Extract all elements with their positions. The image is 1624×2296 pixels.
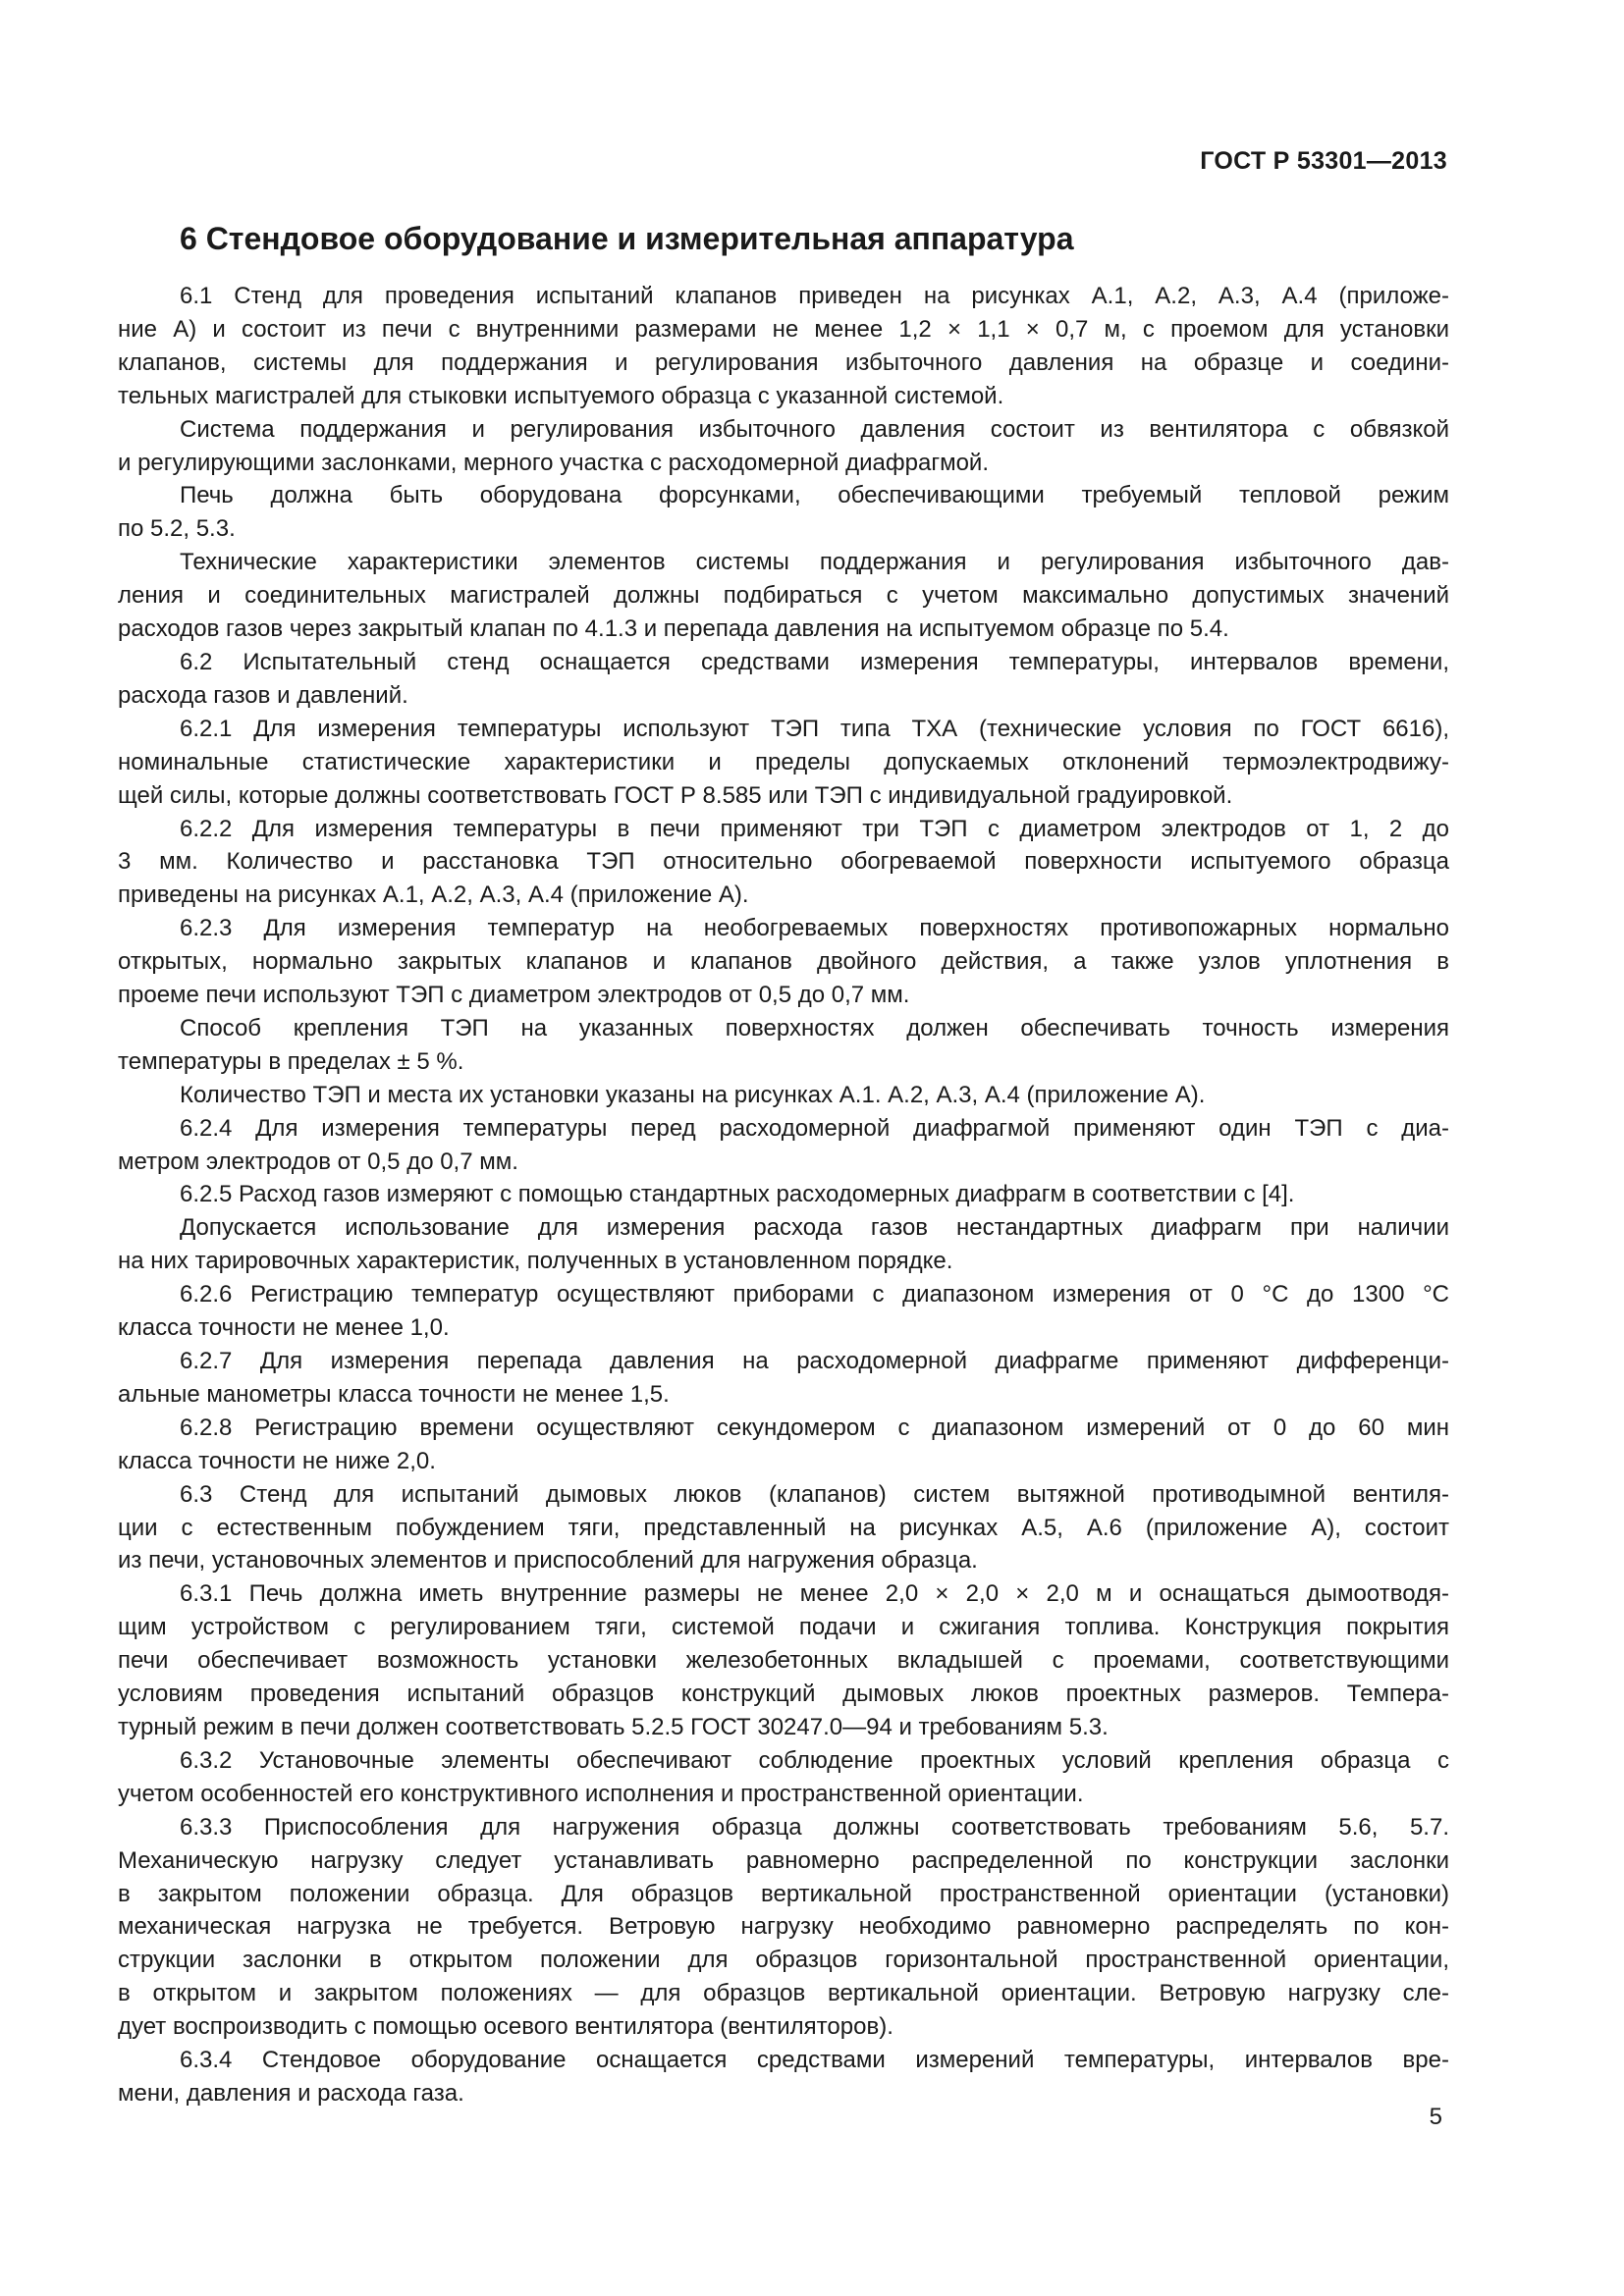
paragraph-line: 6.3.4 Стендовое оборудование оснащается средствами измерений температуры, интервалов вре- [180,2047,1449,2074]
paragraph-line: 6.2.7 Для измерения перепада давления на расходомерной диафрагме применяют дифференци- [180,1348,1449,1374]
paragraph [118,1278,1449,1345]
paragraph-line: Механическую нагрузку следует устанавливать равномерно распределенной по конструкции заслонки [118,1846,1449,1874]
paragraph-line: мени, давления и расхода газа. [118,2079,464,2107]
paragraph-line: дует воспроизводить с помощью осевого вентилятора (вентиляторов). [118,2013,893,2041]
paragraph-line: учетом особенностей его конструктивного исполнения и пространственной ориентации. [118,1780,1084,1807]
paragraph-line: 6.2.2 Для измерения температуры в печи применяют три ТЭП с диаметром электродов от 1, 2 до [180,815,1449,842]
paragraph [118,479,1449,546]
paragraph [118,1744,1449,1811]
paragraph-line: Допускается использование для измерения расхода газов нестандартных диафрагм при наличии [180,1214,1449,1242]
paragraph [118,1577,1449,1744]
paragraph-line: 6.2.6 Регистрацию температур осуществляют приборами с диапазоном измерения от 0 °С до 1300 °С [180,1281,1449,1308]
paragraph [118,546,1449,646]
paragraph-line: ции с естественным побуждением тяги, представленный на рисунках А.5, А.6 (приложение А), состоит [118,1514,1449,1541]
section-title: 6 Стендовое оборудование и измерительная аппаратура [180,221,1074,256]
paragraph-line: открытых, нормально закрытых клапанов и клапанов двойного действия, а также узлов уплотнения в [118,948,1449,976]
paragraph-line: 6.1 Стенд для проведения испытаний клапанов приведен на рисунках А.1, А.2, А.3, А.4 (приложе- [180,283,1449,309]
paragraph [118,1478,1449,1578]
paragraph-line: Количество ТЭП и места их установки указаны на рисунках А.1. А.2, А.3, А.4 (приложение А). [180,1081,1206,1108]
paragraph-line: Технические характеристики элементов системы поддержания и регулирования избыточного дав- [180,549,1449,576]
paragraph-line: печи обеспечивает возможность установки железобетонных вкладышей с проемами, соответствующими [118,1647,1449,1675]
body-text [118,280,1449,2110]
paragraph [118,713,1449,813]
paragraph-line: в закрытом положении образца. Для образцов вертикальной пространственной ориентации (установки) [118,1880,1449,1907]
paragraph-line: 6.2 Испытательный стенд оснащается средствами измерения температуры, интервалов времени, [180,648,1449,675]
paragraph [118,646,1449,713]
paragraph-line: Способ крепления ТЭП на указанных поверхностях должен обеспечивать точность измерения [180,1014,1449,1041]
paragraph-line: механическая нагрузка не требуется. Ветровую нагрузку необходимо равномерно распределять по кон- [118,1913,1449,1941]
paragraph-line: класса точности не ниже 2,0. [118,1447,436,1474]
paragraph-line: метром электродов от 0,5 до 0,7 мм. [118,1148,518,1175]
paragraph [118,413,1449,480]
paragraph [118,1012,1449,1079]
paragraph-line: проеме печи используют ТЭП с диаметром электродов от 0,5 до 0,7 мм. [118,982,910,1009]
paragraph-line: клапанов, системы для поддержания и регулирования избыточного давления на образце и соедини- [118,348,1449,376]
paragraph-line: приведены на рисунках А.1, А.2, А.3, А.4 (приложение А). [118,881,749,909]
paragraph-line: струкции заслонки в открытом положении для образцов горизонтальной пространственной ориентации, [118,1947,1449,1974]
paragraph-line: турный режим в печи должен соответствовать 5.2.5 ГОСТ 30247.0—94 и требованиям 5.3. [118,1713,1109,1740]
paragraph-line: 6.3.2 Установочные элементы обеспечивают соблюдение проектных условий крепления образца с [180,1746,1449,1774]
paragraph-line: Система поддержания и регулирования избыточного давления состоит из вентилятора с обвязкой [180,415,1449,443]
paragraph-line: расходов газов через закрытый клапан по 4.1.3 и перепада давления на испытуемом образце по 5.4. [118,615,1229,643]
paragraph-line: в открытом и закрытом положениях — для образцов вертикальной ориентации. Ветровую нагрузку сле- [118,1980,1449,2007]
paragraph [118,1112,1449,1179]
paragraph-line: 6.3.3 Приспособления для нагружения образца должны соответствовать требованиям 5.6, 5.7. [180,1813,1449,1841]
paragraph-line: расхода газов и давлений. [118,681,408,709]
paragraph-line: 3 мм. Количество и расстановка ТЭП относительно обогреваемой поверхности испытуемого образца [118,848,1449,876]
page-number: 5 [1429,2104,1442,2130]
paragraph-line: ние А) и состоит из печи с внутренними размерами не менее 1,2 × 1,1 × 0,7 м, с проемом для установки [118,315,1449,343]
paragraph [118,1811,1449,2044]
paragraph-line: 6.2.3 Для измерения температур на необогреваемых поверхностях противопожарных нормально [180,915,1449,942]
document-code: ГОСТ Р 53301—2013 [1200,147,1447,175]
paragraph-line: щим устройством с регулированием тяги, системой подачи и сжигания топлива. Конструкция покрытия [118,1614,1449,1641]
paragraph [118,813,1449,913]
paragraph-line: 6.2.4 Для измерения температуры перед расходомерной диафрагмой применяют один ТЭП с диа- [180,1114,1449,1142]
paragraph [118,1079,1449,1112]
paragraph-line: температуры в пределах ± 5 %. [118,1047,464,1075]
paragraph-line: 6.3.1 Печь должна иметь внутренние размеры не менее 2,0 × 2,0 × 2,0 м и оснащаться дымоотводя- [180,1580,1449,1608]
paragraph-line: Печь должна быть оборудована форсунками, обеспечивающими требуемый тепловой режим [180,482,1449,509]
paragraph [118,280,1449,413]
paragraph-line: класса точности не менее 1,0. [118,1314,450,1342]
paragraph [118,912,1449,1012]
paragraph-line: 6.2.1 Для измерения температуры используют ТЭП типа ТХА (технические условия по ГОСТ 6616), [180,715,1449,742]
paragraph-line: и регулирующими заслонками, мерного участка с расходомерной диафрагмой. [118,449,989,476]
paragraph-line: на них тарировочных характеристик, полученных в установленном порядке. [118,1248,953,1275]
paragraph-line: из печи, установочных элементов и приспособлений для нагружения образца. [118,1547,978,1575]
paragraph [118,2044,1449,2110]
paragraph-line: по 5.2, 5.3. [118,515,236,543]
paragraph-line: 6.2.5 Расход газов измеряют с помощью стандартных расходомерных диафрагм в соответствии с [4]. [180,1181,1295,1208]
paragraph-line: ления и соединительных магистралей должны подбираться с учетом максимально допустимых значений [118,582,1449,610]
paragraph-line: 6.3 Стенд для испытаний дымовых люков (клапанов) систем вытяжной противодымной вентиля- [180,1480,1449,1508]
paragraph [118,1211,1449,1278]
paragraph-line: щей силы, которые должны соответствовать ГОСТ Р 8.585 или ТЭП с индивидуальной градуировкой. [118,781,1233,809]
paragraph-line: условиям проведения испытаний образцов конструкций дымовых люков проектных размеров. Темпера- [118,1681,1449,1708]
paragraph [118,1345,1449,1412]
paragraph-line: 6.2.8 Регистрацию времени осуществляют секундомером с диапазоном измерений от 0 до 60 мин [180,1414,1449,1441]
paragraph-line: номинальные статистические характеристики и пределы допускаемых отклонений термоэлектродвижу- [118,748,1449,775]
paragraph-line: альные манометры класса точности не менее 1,5. [118,1380,670,1408]
paragraph [118,1412,1449,1478]
paragraph-line: тельных магистралей для стыковки испытуемого образца с указанной системой. [118,382,1004,409]
paragraph [118,1178,1449,1211]
